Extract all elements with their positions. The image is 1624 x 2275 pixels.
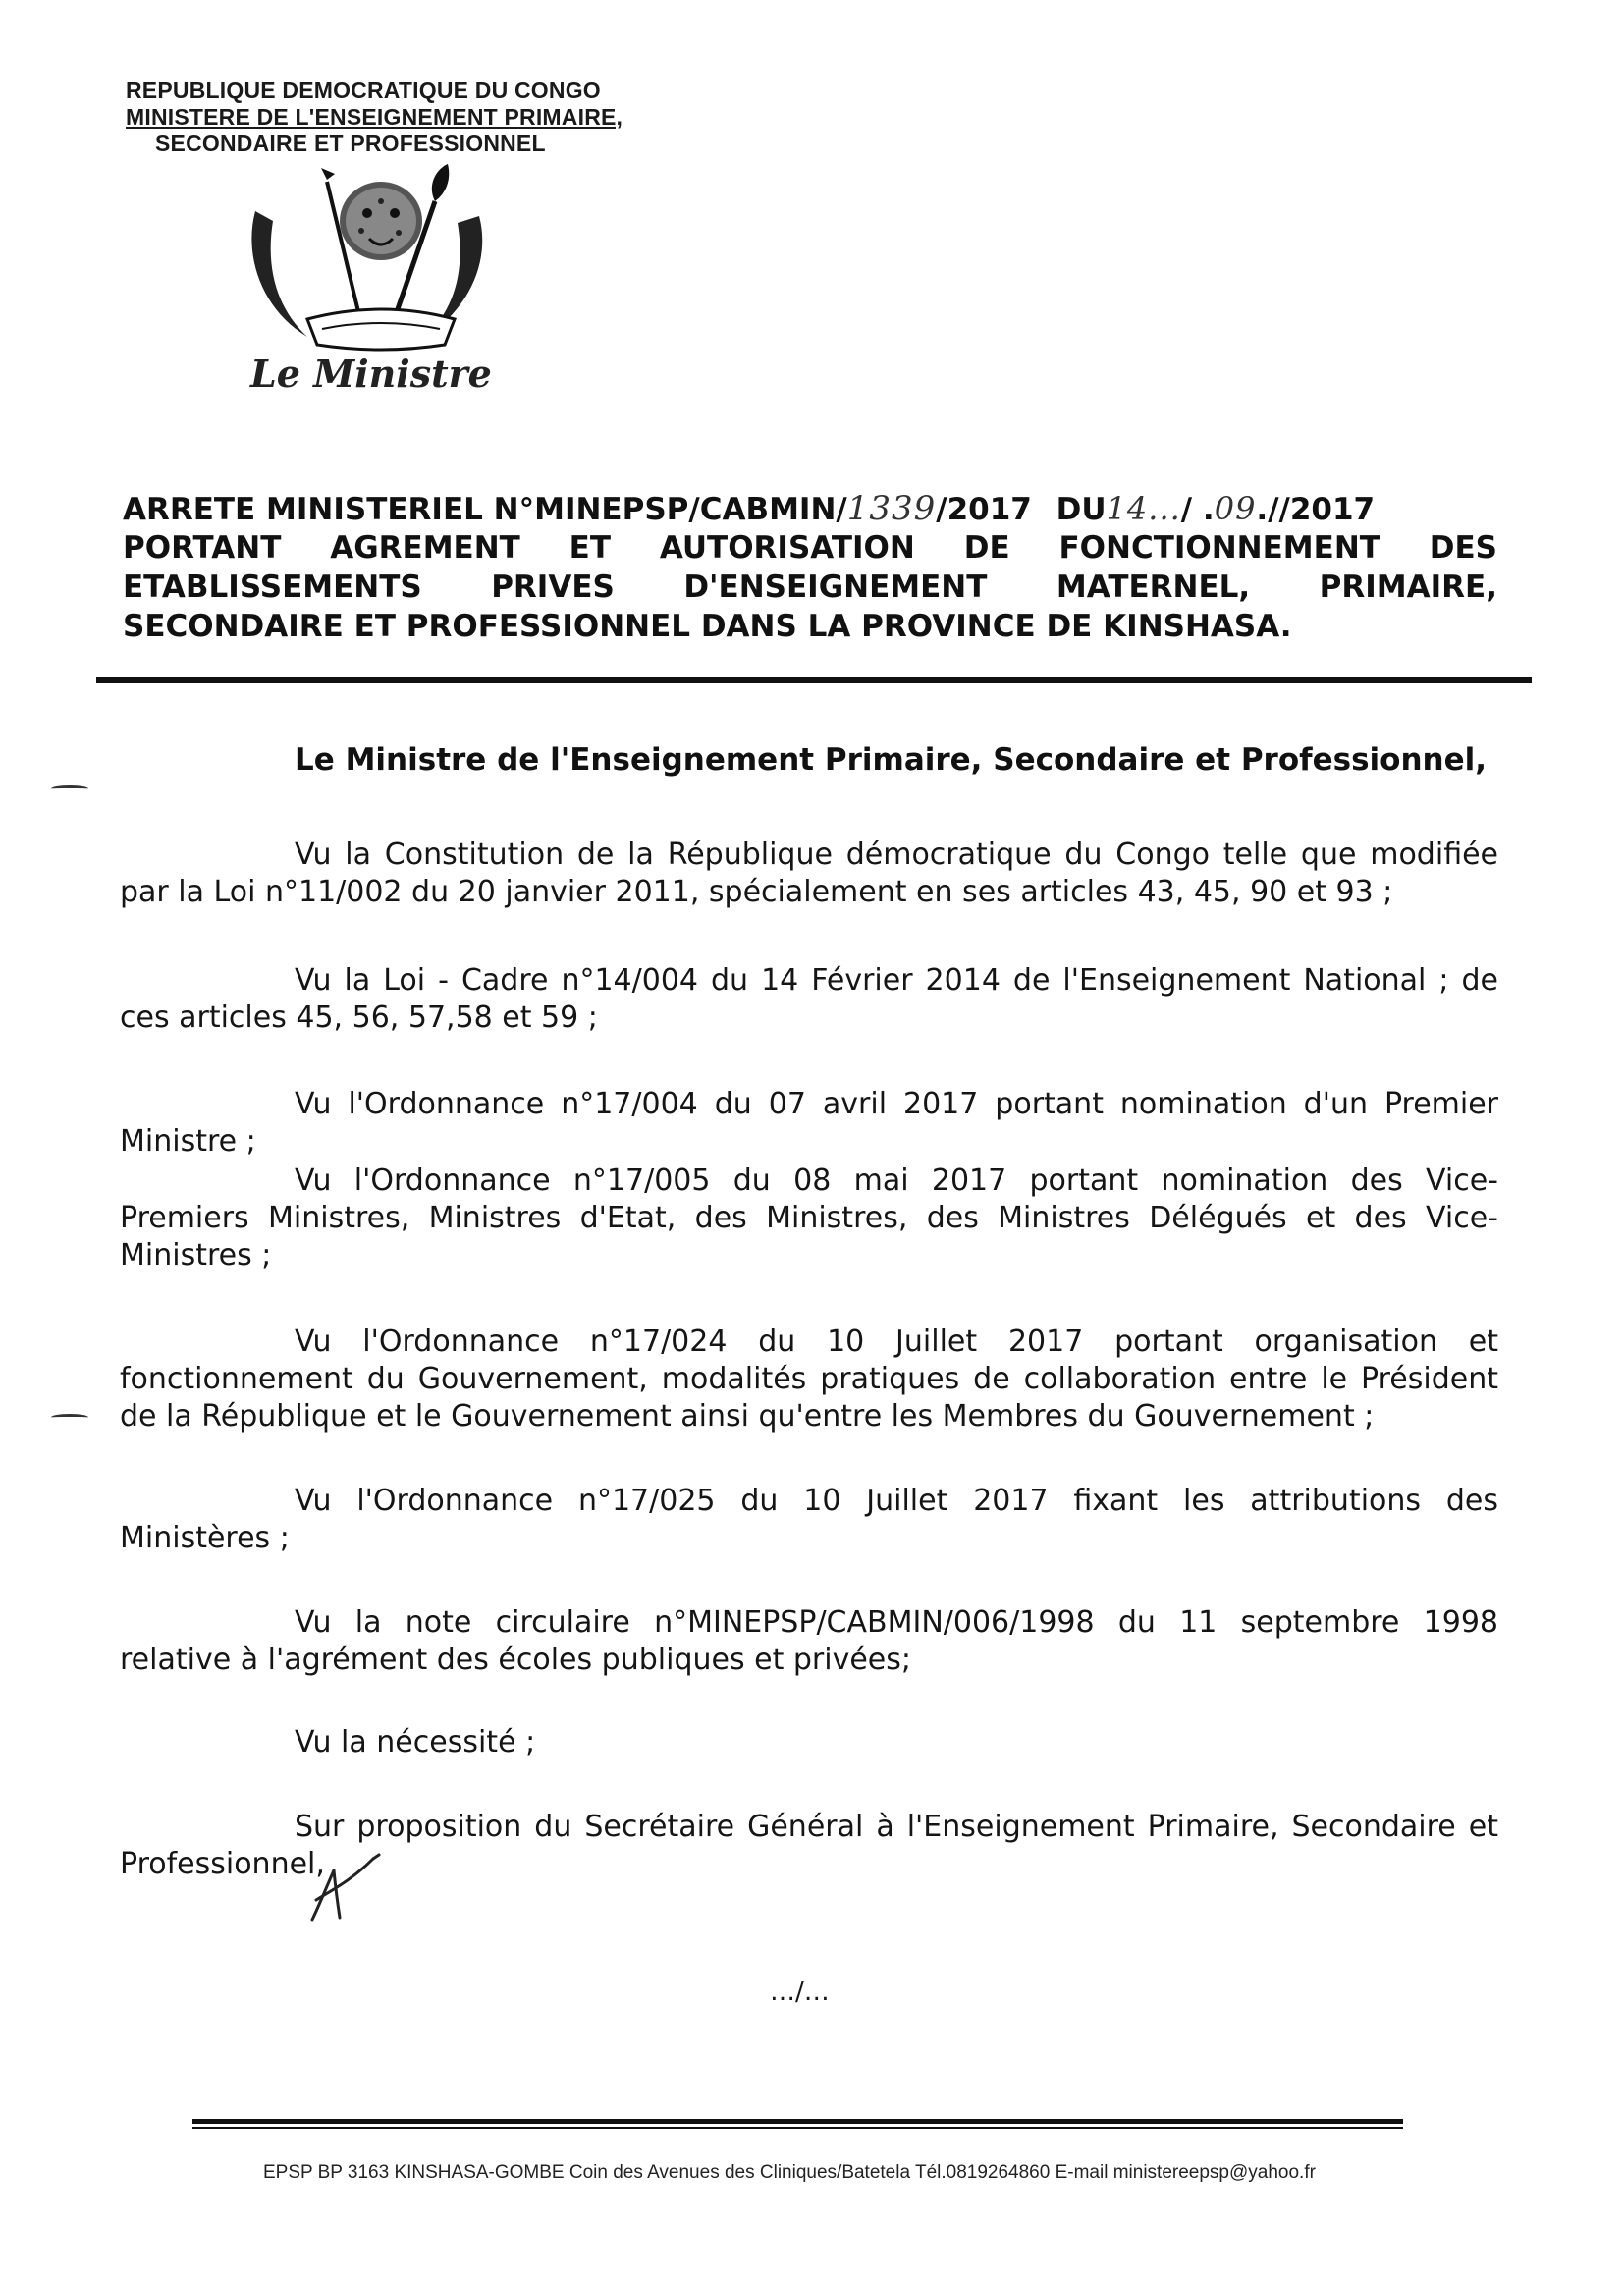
- consideration-2-line-2: ces articles 45, 56, 57,58 et 59 ;: [120, 1001, 598, 1035]
- consideration-4-line-1: Vu l'Ordonnance n°17/005 du 08 mai 2017 portant nomination des Vice-: [295, 1164, 1498, 1198]
- consideration-3-line-1: Vu l'Ordonnance n°17/004 du 07 avril 2017 portant nomination d'un Premier: [295, 1087, 1498, 1121]
- consideration-5-line-1: Vu l'Ordonnance n°17/024 du 10 Juillet 2017 portant organisation et: [295, 1325, 1498, 1359]
- decree-date-prefix: DU: [1056, 492, 1107, 527]
- title-divider: [96, 677, 1532, 683]
- margin-mark-1: [51, 785, 88, 792]
- decree-day-handwritten: 14...: [1106, 490, 1181, 527]
- consideration-4-line-3: Ministres ;: [120, 1238, 272, 1273]
- consideration-1-line-2: par la Loi n°11/002 du 20 janvier 2011, spécialement en ses articles 43, 45, 90 et 93 ;: [120, 875, 1393, 909]
- consideration-6-line-1: Vu l'Ordonnance n°17/025 du 10 Juillet 2017 fixant les attributions des: [295, 1484, 1498, 1518]
- footer-rule-thick: [192, 2119, 1403, 2124]
- coat-of-arms-emblem: [234, 162, 499, 358]
- consideration-6-line-2: Ministères ;: [120, 1521, 290, 1555]
- consideration-7-line-2: relative à l'agrément des écoles publiques et privées;: [120, 1643, 912, 1677]
- minister-line: Le Ministre de l'Enseignement Primaire, Secondaire et Professionnel,: [295, 742, 1488, 778]
- header-ministry: MINISTERE DE L'ENSEIGNEMENT PRIMAIRE,: [126, 104, 623, 130]
- consideration-7-line-1: Vu la note circulaire n°MINEPSP/CABMIN/006/1998 du 11 septembre 1998: [295, 1605, 1498, 1640]
- header-ministry-cont: SECONDAIRE ET PROFESSIONNEL: [155, 131, 546, 156]
- decree-title-line-3: ETABLISSEMENTS PRIVES D'ENSEIGNEMENT MATERNEL, PRIMAIRE,: [123, 569, 1497, 605]
- consideration-3-line-2: Ministre ;: [120, 1124, 256, 1159]
- consideration-5-line-2: fonctionnement du Gouvernement, modalités pratiques de collaboration entre le Président: [120, 1362, 1498, 1396]
- signatory-label: Le Ministre: [250, 352, 492, 396]
- header-republic: REPUBLIQUE DEMOCRATIQUE DU CONGO: [126, 78, 601, 103]
- handwritten-paraph: [304, 1851, 393, 1929]
- consideration-1-line-1: Vu la Constitution de la République démocratique du Congo telle que modifiée: [295, 838, 1498, 872]
- decree-title-line-4: SECONDAIRE ET PROFESSIONNEL DANS LA PROVINCE DE KINSHASA.: [123, 609, 1292, 644]
- consideration-9-line-1: Sur proposition du Secrétaire Général à l'Enseignement Primaire, Secondaire et: [295, 1810, 1498, 1844]
- decree-ref-year: /2017: [936, 492, 1032, 527]
- decree-title-line-2: PORTANT AGREMENT ET AUTORISATION DE FONCTIONNEMENT DES: [123, 530, 1497, 566]
- decree-date-year: .//2017: [1256, 492, 1376, 527]
- decree-reference-line: [123, 489, 1497, 529]
- consideration-2-line-1: Vu la Loi - Cadre n°14/004 du 14 Février 2014 de l'Enseignement National ; de: [295, 963, 1498, 998]
- decree-month-handwritten: 09: [1214, 490, 1257, 527]
- decree-ref-prefix: ARRETE MINISTERIEL N°MINEPSP/CABMIN/: [123, 492, 847, 527]
- page-continuation-marker: …/…: [770, 1977, 830, 2007]
- footer-rule-thin: [192, 2127, 1403, 2129]
- margin-mark-2: [51, 1414, 88, 1421]
- consideration-5-line-3: de la République et le Gouvernement ainsi qu'entre les Membres du Gouvernement ;: [120, 1399, 1375, 1434]
- decree-date-separator: / .: [1180, 492, 1215, 527]
- decree-number-handwritten: 1339: [846, 489, 937, 528]
- footer-address: EPSP BP 3163 KINSHASA-GOMBE Coin des Avenues des Cliniques/Batetela Tél.0819264860 E-mail ministereepsp@yahoo.fr: [263, 2162, 1316, 2183]
- consideration-9-line-2: Professionnel,: [120, 1847, 325, 1881]
- consideration-8-line-1: Vu la nécessité ;: [295, 1725, 536, 1760]
- consideration-4-line-2: Premiers Ministres, Ministres d'Etat, des Ministres, des Ministres Délégués et des Vice-: [120, 1201, 1498, 1235]
